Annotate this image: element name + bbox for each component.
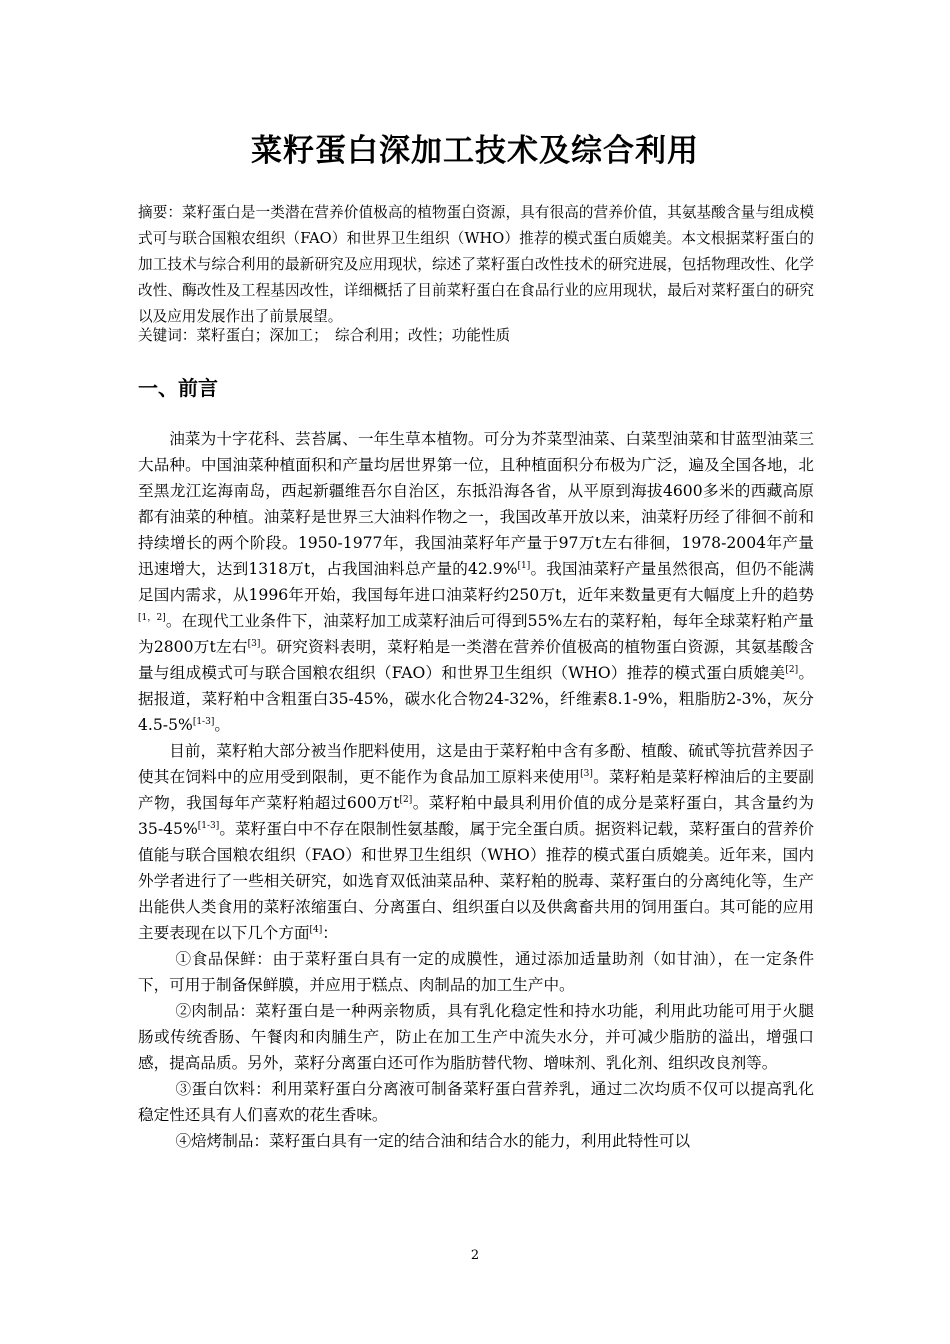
text-run: 。在现代工业条件下，油菜籽加工成菜籽油后可得到55%左右的菜籽粕，每年全球菜籽粕产量为2800万t左右 xyxy=(138,612,814,656)
list-item: ④焙烤制品：菜籽蛋白具有一定的结合油和结合水的能力，利用此特性可以 xyxy=(175,1132,691,1150)
citation: [4] xyxy=(309,925,323,935)
text-run: 油菜为十字花科、芸苔属、一年生草本植物。可分为芥菜型油菜、白菜型油菜和甘蓝型油菜三大品种。中国油菜种植面积和产量均居世界第一位，且种植面积分布极为广泛，遍及全国各地，北至黑龙江迄海南岛，西起新疆维吾尔自治区，东抵沿海各省，从平原到海拔4600多米的西藏高原都有油菜的种植。油菜籽是世界三大油料作物之一，我国改革开放以来，油菜籽历经了徘徊不前和持续增长的两个阶段。1950-1977年，我国油菜籽年产量于97万t左右徘徊，1978-2004年产量迅速增大，达到1318万t，占我国油料总产量的42.9% xyxy=(138,430,814,578)
text-run: 。菜籽粕是菜籽榨油后的主要副产物，我国每年产菜籽粕超过600万t xyxy=(138,768,814,812)
section-heading: 一、前言 xyxy=(138,376,218,400)
abstract: 摘要：菜籽蛋白是一类潜在营养价值极高的植物蛋白资源，具有很高的营养价值，其氨基酸含量与组成模式可与联合国粮农组织（FAO）和世界卫生组织（WHO）推荐的模式蛋白质媲美。本文根据菜籽蛋白的加工技术与综合利用的最新研究及应用现状，综述了菜籽蛋白改性技术的研究进展，包括物理改性、化学改性、酶改性及工程基因改性，详细概括了目前菜籽蛋白在食品行业的应用现状，最后对菜籽蛋白的研究以及应用发展作出了前景展望。 xyxy=(138,204,814,325)
list-item: ③蛋白饮料：利用菜籽蛋白分离液可制备菜籽蛋白营养乳，通过二次均质不仅可以提高乳化稳定性还具有人们喜欢的花生香味。 xyxy=(138,1080,814,1124)
text-run: 。 xyxy=(214,716,230,734)
text-run: 。我国油菜籽产量虽然很高，但仍不能满足国内需求，从1996年开始，我国每年进口油菜籽约250万t，近年来数量更有大幅度上升的趋势 xyxy=(138,560,814,604)
keywords: 关键词：菜籽蛋白；深加工； 综合利用；改性；功能性质 xyxy=(138,327,511,344)
text-run: 。研究资料表明，菜籽粕是一类潜在营养价值极高的植物蛋白资源，其氨基酸含量与组成模式可与联合国粮农组织（FAO）和世界卫生组织（WHO）推荐的模式蛋白质媲美 xyxy=(138,638,814,682)
citation: [1，2] xyxy=(138,613,166,623)
document-title: 菜籽蛋白深加工技术及综合利用 xyxy=(251,133,699,169)
text-run: 。菜籽蛋白中不存在限制性氨基酸，属于完全蛋白质。据资料记载，菜籽蛋白的营养价值能与联合国粮农组织（FAO）和世界卫生组织（WHO）推荐的模式蛋白质媲美。近年来，国内外学者进行了一些相关研究，如选育双低油菜品种、菜籽粕的脱毒、菜籽蛋白的分离纯化等，生产出能供人类食用的菜籽浓缩蛋白、分离蛋白、组织蛋白以及供禽畜共用的饲用蛋白。其可能的应用主要表现在以下几个方面 xyxy=(138,820,814,942)
text-run: 目前，菜籽粕大部分被当作肥料使用，这是由于菜籽粕中含有多酚、植酸、硫甙等抗营养因子使其在饲料中的应用受到限制，更不能作为食品加工原料来使用 xyxy=(138,742,814,786)
list-item: ①食品保鲜：由于菜籽蛋白具有一定的成膜性，通过添加适量助剂（如甘油），在一定条件下，可用于制备保鲜膜，并应用于糕点、肉制品的加工生产中。 xyxy=(138,950,814,994)
citation: [2] xyxy=(785,665,799,675)
citation: [1-3] xyxy=(197,821,220,831)
citation: [1] xyxy=(517,561,531,571)
citation: [3] xyxy=(580,769,593,779)
text-run: ： xyxy=(322,924,338,942)
list-item: ②肉制品：菜籽蛋白是一种两亲物质，具有乳化稳定性和持水功能，利用此功能可用于火腿肠或传统香肠、午餐肉和肉脯生产，防止在加工生产中流失水分，并可减少脂肪的溢出，增强口感，提高品质。另外，菜籽分离蛋白还可作为脂肪替代物、增味剂、乳化剂、组织改良剂等。 xyxy=(138,1002,814,1072)
text-run: 。菜籽粕中最具利用价值的成分是菜籽蛋白，其含量约为35-45% xyxy=(138,794,814,838)
citation: [1-3] xyxy=(192,717,215,727)
body-text xyxy=(138,426,814,1154)
paragraph-2 xyxy=(138,738,814,946)
citation: [3] xyxy=(247,639,261,649)
page-number: 2 xyxy=(470,1248,480,1263)
paragraph-1 xyxy=(138,426,814,738)
citation: [2] xyxy=(399,795,413,805)
text-run: 。据报道，菜籽粕中含粗蛋白35-45%，碳水化合物24-32%，纤维素8.1-9%，粗脂肪2-3%，灰分4.5-5% xyxy=(138,664,814,734)
